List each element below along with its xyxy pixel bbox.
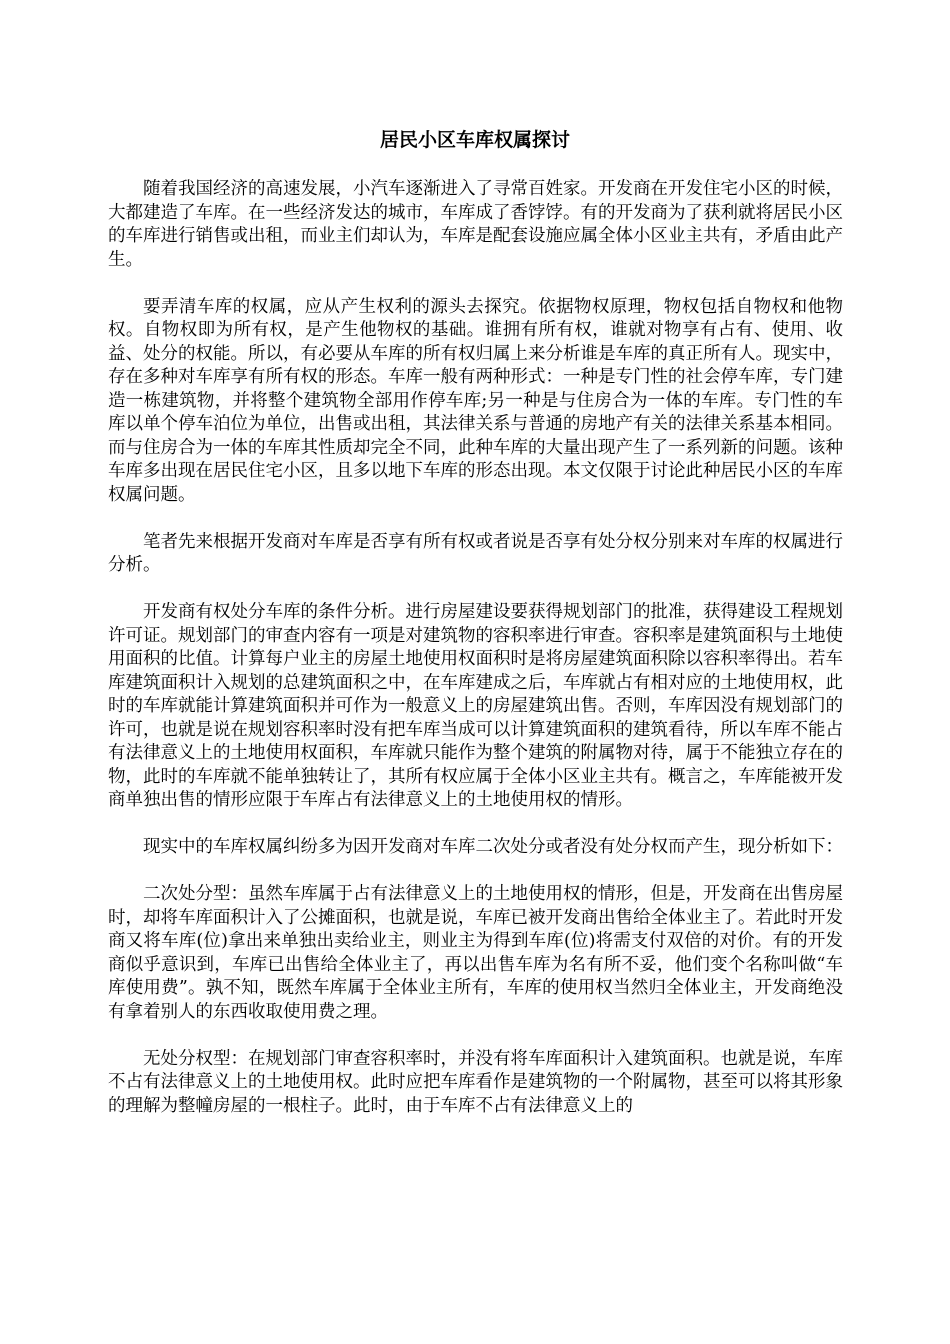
paragraph-6: 二次处分型：虽然车库属于占有法律意义上的土地使用权的情形，但是，开发商在出售房屋时，却将车库面积计入了公摊面积，也就是说，车库已被开发商出售给全体业主了。若此时开发商又将车库(位)拿出来单独出卖给业主，则业主为得到车库(位)将需支付双倍的对价。有的开发商似乎意识到，车库已出售给全体业主了，再以出售车库为名有所不妥，他们变个名称叫做“车库使用费”。孰不知，既然车库属于全体业主所有，车库的使用权当然归全体业主，开发商绝没有拿着别人的东西收取使用费之理。 — [108, 884, 843, 1022]
paragraph-7: 无处分权型：在规划部门审查容积率时，并没有将车库面积计入建筑面积。也就是说，车库不占有法律意义上的土地使用权。此时应把车库看作是建筑物的一个附属物，甚至可以将其形象的理解为整幢房屋的一根柱子。此时，由于车库不占有法律意义上的 — [108, 1048, 843, 1116]
paragraph-5: 现实中的车库权属纠纷多为因开发商对车库二次处分或者没有处分权而产生，现分析如下： — [143, 837, 843, 857]
document-body — [108, 178, 843, 1142]
paragraph-1: 随着我国经济的高速发展，小汽车逐渐进入了寻常百姓家。开发商在开发住宅小区的时候，大都建造了车库。在一些经济发达的城市，车库成了香饽饽。有的开发商为了获利就将居民小区的车库进行销售或出租，而业主们却认为，车库是配套设施应属全体小区业主共有，矛盾由此产生。 — [108, 179, 843, 270]
paragraph-2: 要弄清车库的权属，应从产生权利的源头去探究。依据物权原理，物权包括自物权和他物权。自物权即为所有权，是产生他物权的基础。谁拥有所有权，谁就对物享有占有、使用、收益、处分的权能。所以，有必要从车库的所有权归属上来分析谁是车库的真正所有人。现实中，存在多种对车库享有所有权的形态。车库一般有两种形式：一种是专门性的社会停车库，专门建造一栋建筑物，并将整个建筑物全部用作停车库;另一种是与住房合为一体的车库。专门性的车库以单个停车泊位为单位，出售或出租，其法律关系与普通的房地产有关的法律关系基本相同。而与住房合为一体的车库其性质却完全不同，此种车库的大量出现产生了一系列新的问题。该种车库多出现在居民住宅小区，且多以地下车库的形态出现。本文仅限于讨论此种居民小区的车库权属问题。 — [108, 296, 843, 505]
paragraph-3: 笔者先来根据开发商对车库是否享有所有权或者说是否享有处分权分别来对车库的权属进行分析。 — [108, 531, 843, 575]
document-title: 居民小区车库权属探讨 — [379, 129, 570, 151]
paragraph-4: 开发商有权处分车库的条件分析。进行房屋建设要获得规划部门的批准，获得建设工程规划许可证。规划部门的审查内容有一项是对建筑物的容积率进行审查。容积率是建筑面积与土地使用面积的比值。计算每户业主的房屋土地使用权面积时是将房屋建筑面积除以容积率得出。若车库建筑面积计入规划的总建筑面积之中，在车库建成之后，车库就占有相对应的土地使用权，此时的车库就能计算建筑面积并可作为一般意义上的房屋建筑出售。否则，车库因没有规划部门的许可，也就是说在规划容积率时没有把车库当成可以计算建筑面积的建筑看待，所以车库不能占有法律意义上的土地使用权面积，车库就只能作为整个建筑的附属物对待，属于不能独立存在的物，此时的车库就不能单独转让了，其所有权应属于全体小区业主共有。概言之，车库能被开发商单独出售的情形应限于车库占有法律意义上的土地使用权的情形。 — [108, 602, 843, 810]
